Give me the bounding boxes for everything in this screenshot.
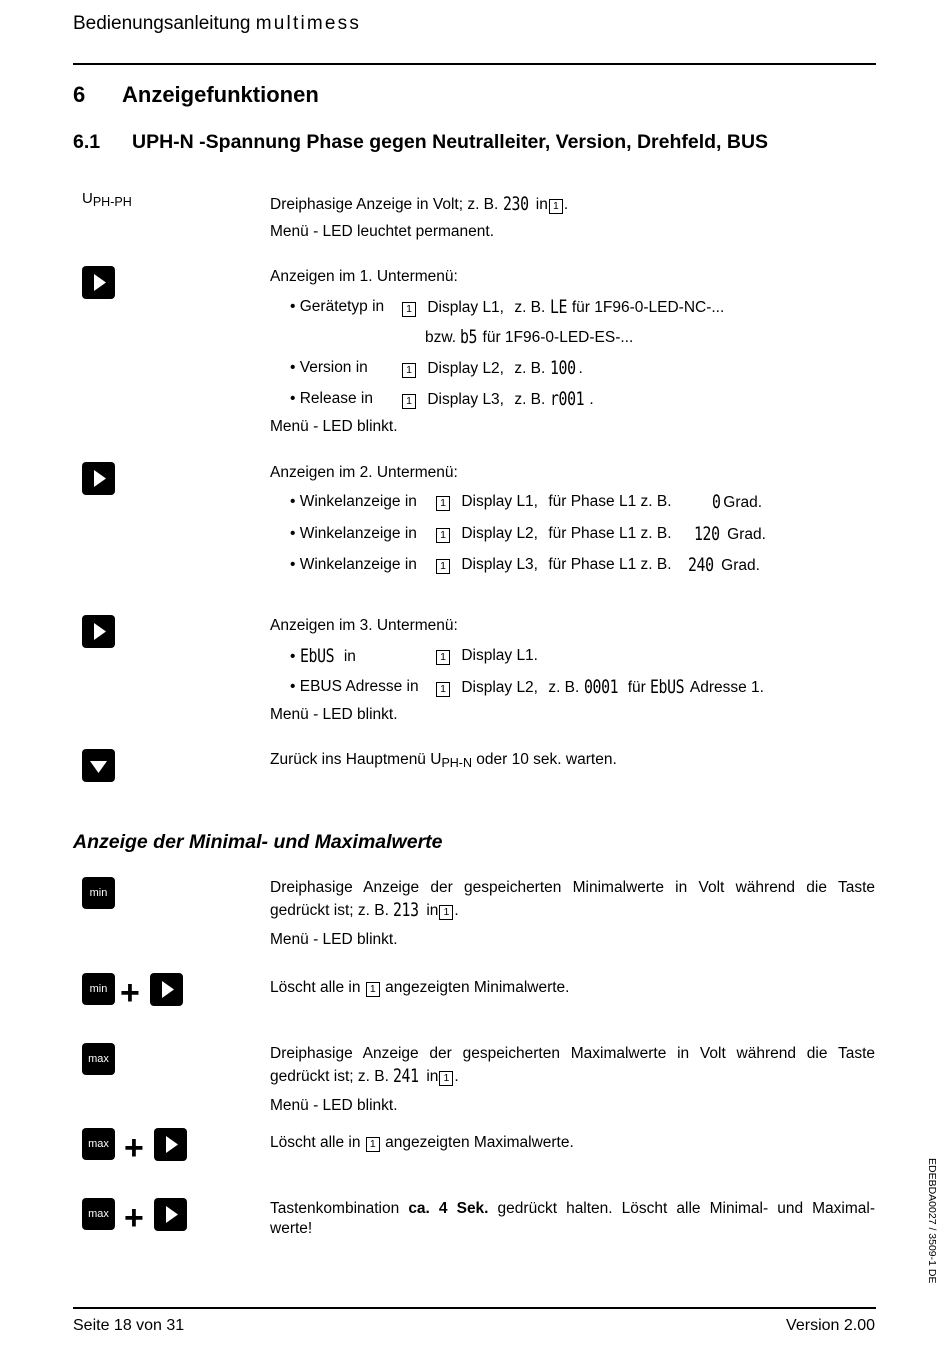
subsection-title: UPH-N -Spannung Phase gegen Neutralleiter, Version, Drehfeld, BUS [132, 131, 769, 153]
uph-in: in [535, 196, 548, 213]
max-description-line-1: Dreiphasige Anzeige der gespeicherten Maximalwerte in Volt während die Taste [270, 1045, 875, 1062]
menu1-row-3: 1 Display L3, z. B. r001 . [401, 389, 594, 410]
min-key-icon: min [82, 877, 115, 909]
min-key-icon: min [82, 973, 115, 1005]
menu1-heading: Anzeigen im 1. Untermenü: [270, 268, 458, 285]
header-product-name: multimess [255, 13, 362, 34]
menu2-row [435, 555, 672, 575]
menu1-row-1-label: • Gerätetyp in [290, 298, 385, 315]
combo-text [270, 1199, 875, 1239]
max-key-icon: max [82, 1043, 115, 1075]
uph-line-1-text: Dreiphasige Anzeige in Volt; z. B. [270, 196, 499, 213]
back-sub: PH-N [441, 756, 472, 770]
down-arrow-key-icon [82, 749, 115, 782]
menu1-row-1b-pre: bzw. [425, 329, 457, 346]
menu2-row-display: Display L1, [461, 493, 538, 510]
menu1-row-1-value: LE [549, 296, 567, 318]
menu2-row [435, 524, 672, 544]
menu1-row-1-tail: für 1F96-0-LED-NC-... [571, 299, 725, 316]
max-desc-text: gedrückt ist; z. B. [270, 1068, 389, 1085]
page-number: Seite 18 von 31 [73, 1317, 185, 1334]
combo-a: Tastenkombination [270, 1200, 409, 1217]
menu3-row-1-display: Display L1. [461, 647, 538, 664]
menu2-row [435, 492, 672, 512]
menu1-row-2-display: Display L2, [427, 360, 504, 377]
max-in: in [426, 1068, 439, 1085]
menu2-row-value-text: 240 [688, 554, 714, 576]
menu1-row-2: 1 Display L2, z. B. 100 . [401, 358, 583, 379]
menu2-row-label: • Winkelanzeige in [290, 493, 417, 510]
menu2-row-display: Display L2, [461, 525, 538, 542]
menu1-row-1-display: Display L1, [427, 299, 504, 316]
plus-icon: + [124, 1199, 144, 1237]
right-arrow-key-icon [82, 266, 115, 299]
min-description-line-2: gedrückt ist; z. B. 213 in 1 . [270, 899, 459, 921]
max-description [270, 1043, 875, 1088]
min-led: Menü - LED blinkt. [270, 931, 398, 948]
display-box-icon: 1 [366, 982, 380, 997]
document-header [73, 13, 361, 35]
menu2-heading: Anzeigen im 2. Untermenü: [270, 464, 458, 481]
menu2-row-mid: für Phase L1 z. B. [548, 493, 672, 510]
min-clear-text [270, 978, 569, 998]
menu2-row-mid: für Phase L1 z. B. [548, 525, 672, 542]
menu1-row-1 [401, 297, 724, 318]
combo-b: gedrückt halten. Löscht alle Minimal- und Maximal- [488, 1200, 875, 1217]
section-title: Anzeigefunktionen [122, 82, 319, 107]
menu2-row-label: • Winkelanzeige in [290, 556, 417, 573]
menu3-row-2-value-2: EbUS [650, 676, 685, 698]
display-box-icon: 1 [436, 682, 450, 697]
combo-line-2: werte! [270, 1220, 313, 1237]
menu2-row-unit: Grad. [727, 526, 766, 543]
display-box-icon: 1 [436, 650, 450, 665]
right-arrow-key-icon [154, 1128, 187, 1161]
menu3-row-1-bullet: • [290, 648, 296, 665]
max-led: Menü - LED blinkt. [270, 1097, 398, 1114]
display-box-icon: 1 [439, 905, 453, 920]
section-number: 6 [73, 82, 86, 107]
uph-line-2: Menü - LED leuchtet permanent. [270, 223, 495, 240]
menu3-heading: Anzeigen im 3. Untermenü: [270, 617, 458, 634]
menu3-row-2-value: 0001 [583, 676, 618, 698]
menu1-row-3-display: Display L3, [427, 391, 504, 408]
menu3-row-2-zb: z. B. [548, 679, 580, 696]
min-in: in [426, 902, 439, 919]
max-example-value: 241 [393, 1065, 419, 1087]
min-clear-a: Löscht alle in [270, 979, 361, 996]
menu2-row-mid: für Phase L1 z. B. [548, 556, 672, 573]
menu1-row-1-zb: z. B. [514, 299, 546, 316]
back-post: oder 10 sek. warten. [472, 751, 617, 768]
menu3-row-2-display: Display L2, [461, 679, 538, 696]
menu1-led: Menü - LED blinkt. [270, 418, 398, 435]
uph-label [82, 189, 132, 209]
menu3-row-1 [435, 646, 538, 666]
right-arrow-key-icon [82, 462, 115, 495]
display-box-icon: 1 [402, 302, 416, 317]
right-arrow-key-icon [82, 615, 115, 648]
right-arrow-key-icon [154, 1198, 187, 1231]
menu1-row-2-zb: z. B. [514, 360, 546, 377]
right-arrow-key-icon [150, 973, 183, 1006]
plus-icon: + [124, 1129, 144, 1167]
subsection-number: 6.1 [73, 131, 101, 153]
menu1-row-3-zb: z. B. [514, 391, 546, 408]
header-title-prefix: Bedienungsanleitung [73, 13, 256, 34]
display-box-icon: 1 [402, 394, 416, 409]
menu3-row-2 [435, 677, 764, 698]
display-box-icon: 1 [549, 199, 563, 214]
max-description-line-2: gedrückt ist; z. B. 241 in 1 . [270, 1065, 459, 1087]
display-box-icon: 1 [366, 1137, 380, 1152]
menu3-row-2-fuer: für [627, 679, 646, 696]
footer-rule [73, 1307, 876, 1309]
menu2-row-value-text: 0 [712, 491, 721, 513]
min-example-value: 213 [393, 899, 419, 921]
display-box-icon: 1 [402, 363, 416, 378]
max-key-icon: max [82, 1198, 115, 1230]
minmax-title: Anzeige der Minimal- und Maximalwerte [73, 831, 443, 853]
menu1-row-1b-tail: für 1F96-0-LED-ES-... [482, 329, 634, 346]
menu3-row-1-in: in [343, 648, 356, 665]
display-box-icon: 1 [439, 1071, 453, 1086]
menu2-row-unit: Grad. [723, 494, 763, 511]
min-description-line-1: Dreiphasige Anzeige der gespeicherten Minimalwerte in Volt während die Taste [270, 879, 875, 896]
menu1-row-2-value: 100 [549, 357, 576, 379]
menu3-row-2-tail: Adresse 1. [689, 679, 764, 696]
max-key-icon: max [82, 1128, 115, 1160]
menu1-row-3-label: • Release in [290, 390, 373, 407]
version-label: Version 2.00 [786, 1317, 875, 1334]
menu2-row-value [688, 555, 760, 576]
menu2-row-display: Display L3, [461, 556, 538, 573]
menu1-row-3-value: r001 [549, 388, 584, 410]
min-clear-b: angezeigten Minimalwerte. [385, 979, 570, 996]
back-pre: Zurück ins Hauptmenü U [270, 751, 442, 768]
max-clear-text [270, 1133, 574, 1153]
max-clear-a: Löscht alle in [270, 1134, 361, 1151]
combo-line-1 [270, 1199, 875, 1219]
uph-example-value: 230 [502, 193, 529, 215]
menu1-row-1b-value: b5 [460, 326, 478, 348]
menu2-row-value-text: 120 [694, 523, 720, 545]
uph-label-main: U [82, 190, 93, 207]
display-box-icon: 1 [436, 496, 450, 511]
menu3-row-2-label: • EBUS Adresse in [290, 678, 419, 695]
menu2-row-value [712, 492, 762, 513]
display-box-icon: 1 [436, 528, 450, 543]
uph-label-sub: PH-PH [92, 195, 132, 209]
min-description [270, 877, 875, 922]
max-clear-b: angezeigten Maximalwerte. [385, 1134, 574, 1151]
back-to-main-text [270, 750, 617, 770]
header-rule [73, 63, 876, 65]
menu2-row-value [694, 524, 766, 545]
min-desc-text: gedrückt ist; z. B. [270, 902, 389, 919]
menu2-row-unit: Grad. [721, 557, 760, 574]
menu3-row-1-value: EbUS [299, 645, 334, 667]
menu3-led: Menü - LED blinkt. [270, 706, 398, 723]
uph-line-1: Dreiphasige Anzeige in Volt; z. B. 230 in 1 . [270, 193, 569, 215]
menu1-row-2-label: • Version in [290, 359, 368, 376]
plus-icon: + [120, 974, 140, 1012]
document-code: EDEBDA0027 / 3509-1 DE [926, 1158, 938, 1284]
menu3-row-1-label [290, 646, 356, 667]
menu1-row-1b [425, 327, 633, 348]
combo-bold: ca. 4 Sek. [408, 1200, 489, 1217]
menu2-row-label: • Winkelanzeige in [290, 525, 417, 542]
display-box-icon: 1 [436, 559, 450, 574]
